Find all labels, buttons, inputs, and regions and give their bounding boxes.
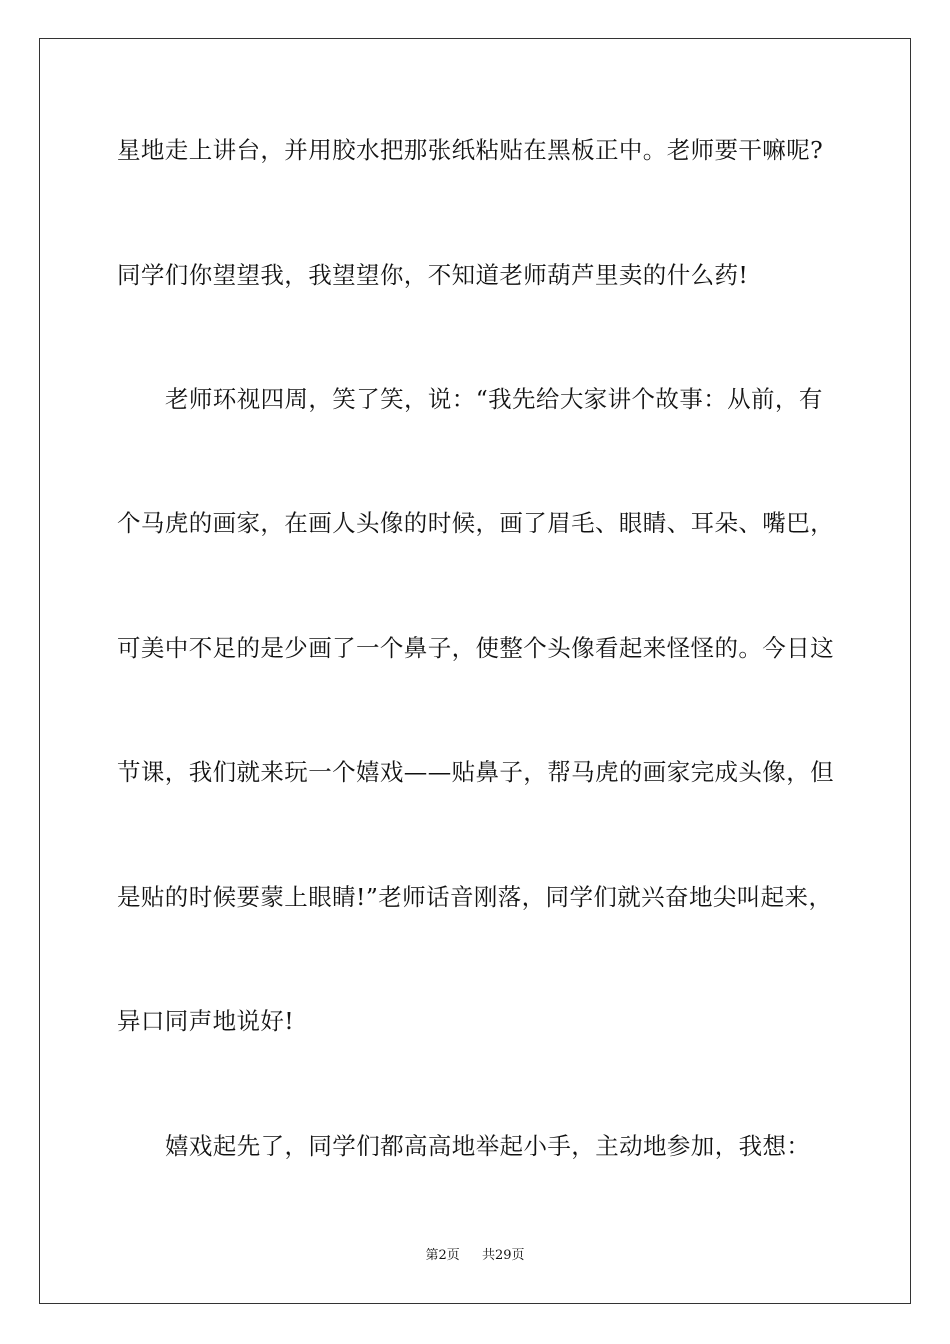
text-line-6: 节课，我们就来玩一个嬉戏——贴鼻子，帮马虎的画家完成头像，但 xyxy=(117,758,834,786)
text-line-5: 可美中不足的是少画了一个鼻子，使整个头像看起来怪怪的。今日这 xyxy=(117,634,834,662)
text-line-9-paragraph-start: 嬉戏起先了，同学们都高高地举起小手，主动地参加，我想： xyxy=(165,1132,811,1160)
text-line-8: 异口同声地说好! xyxy=(117,1007,295,1035)
page-border xyxy=(39,38,911,1304)
page-number: 第2页 xyxy=(425,1248,460,1263)
text-line-3-paragraph-start: 老师环视四周，笑了笑，说：“我先给大家讲个故事：从前，有 xyxy=(165,385,823,413)
text-line-4: 个马虎的画家，在画人头像的时候，画了眉毛、眼睛、耳朵、嘴巴， xyxy=(117,509,834,537)
page-total: 共29页 xyxy=(482,1248,525,1263)
page-footer xyxy=(0,1247,950,1265)
text-line-1: 星地走上讲台，并用胶水把那张纸粘贴在黑板正中。老师要干嘛呢? xyxy=(117,136,824,164)
text-line-7: 是贴的时候要蒙上眼睛!”老师话音刚落，同学们就兴奋地尖叫起来， xyxy=(117,883,833,911)
text-line-2: 同学们你望望我，我望望你，不知道老师葫芦里卖的什么药! xyxy=(117,261,749,289)
